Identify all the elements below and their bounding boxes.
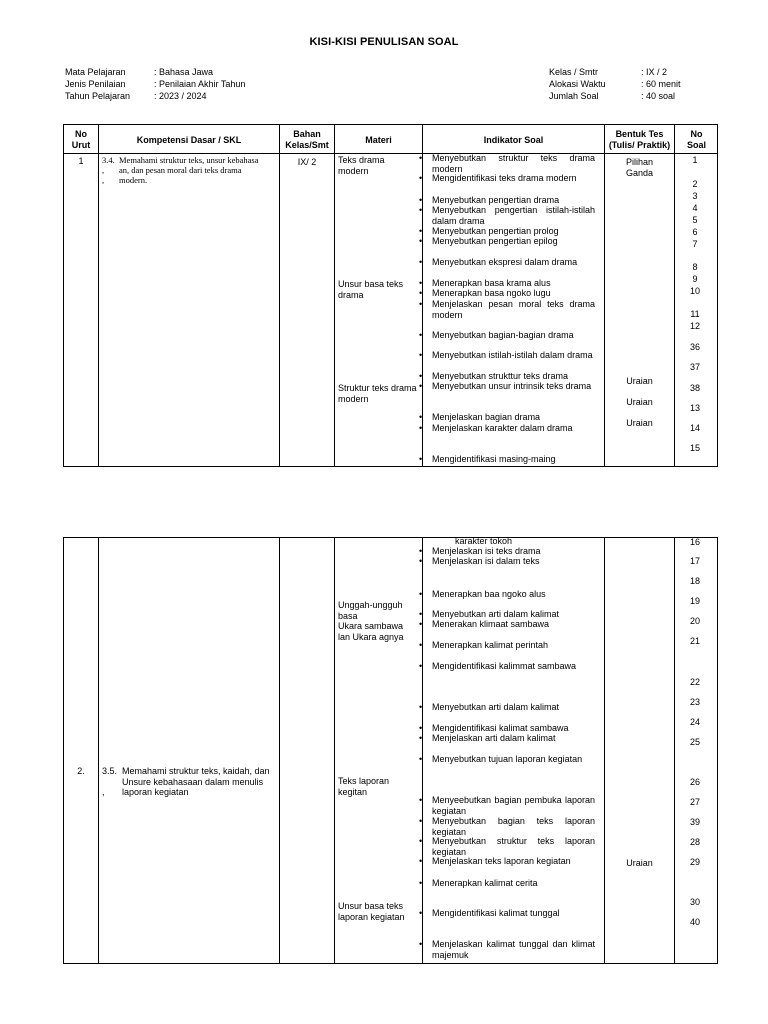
indikator-soal-item: • Menyebutkan ekspresi dalam drama [432, 257, 595, 268]
indikator-soal-item: • Menjelaskan kalimat tunggal dan klimat majemuk [432, 939, 595, 960]
nomor-soal: 6 [692, 227, 698, 237]
row-number: 1 [78, 156, 84, 166]
indikator-continuation: karakter tokoh [455, 536, 513, 546]
column-divider [334, 125, 335, 466]
header-indikator-soal: Indikator Soal [483, 134, 544, 145]
indikator-soal-item: • Mengidentifikasi kalimat tunggal [432, 908, 595, 919]
meta-row-jumlah-soal: Jumlah Soal : 40 soal [549, 91, 676, 101]
nomor-soal: 1 [692, 155, 698, 165]
indikator-soal-item: • Menyeebutkan bagian pembuka laporan kegiatan [432, 795, 595, 816]
nomor-soal: 2 [692, 179, 698, 189]
column-divider [279, 125, 280, 466]
document-title: KISI-KISI PENULISAN SOAL [309, 36, 459, 48]
nomor-soal: 14 [689, 423, 700, 433]
column-divider [604, 538, 605, 963]
meta-left [65, 66, 245, 102]
kompetensi-dasar-text: Memahami struktur teks, kaidah, dan Unsure kebahasaan dalam menulis laporan kegiatan [122, 766, 270, 797]
nomor-soal: 11 [690, 309, 700, 319]
column-divider [422, 538, 423, 963]
nomor-soal: 30 [689, 897, 700, 907]
indikator-soal-item: • Menyebutkan arti dalam kalimat [432, 609, 595, 620]
meta-row-alokasi-waktu: Alokasi Waktu : 60 menit [549, 79, 681, 89]
indikator-soal-item: • Menyebutkan struktur teks drama modern [432, 153, 595, 174]
indikator-soal-item: • Menjelaskan isi teks drama [432, 546, 595, 557]
nomor-soal: 13 [689, 403, 700, 413]
nomor-soal: 24 [689, 717, 700, 727]
kd-number: 3.5. [102, 766, 118, 776]
column-divider [98, 125, 99, 466]
nomor-soal: 5 [692, 215, 698, 225]
nomor-soal: 38 [689, 383, 700, 393]
indikator-soal-item: • Menyebutkan bagian teks laporan kegiatan [432, 816, 595, 837]
materi-teks-laporan: Teks laporan kegitan [338, 776, 390, 797]
nomor-soal: 8 [692, 262, 698, 272]
indikator-soal-item: • Menyebutkan pengertian prolog [432, 226, 595, 237]
indikator-soal-item: • Menjelaskan arti dalam kalimat [432, 733, 595, 744]
indikator-soal-item: • Menerapkan kalimat cerita [432, 878, 595, 889]
indikator-soal-item: • Menjelaskan karakter dalam drama [432, 423, 595, 434]
indikator-soal-item: • Menerapkan basa ngoko lugu [432, 288, 595, 299]
indikator-soal-item: • Menjelaskan isi dalam teks [432, 556, 595, 567]
header-bahan-kelas: Bahan Kelas/Smt [285, 129, 329, 150]
kd-marks: , , [102, 165, 105, 185]
indikator-soal-item: • Menerakan klimaat sambawa [432, 619, 595, 630]
indikator-soal-item: • Mengidentifikasi kalimmat sambawa [432, 661, 595, 672]
indikator-soal-item: • Mengidentifikasi teks drama modern [432, 173, 595, 184]
indikator-soal-item: • Menyebutkan istilah-istilah dalam drama [432, 350, 595, 361]
nomor-soal: 19 [689, 596, 700, 606]
kompetensi-dasar-text: Memahami struktur teks, unsur kebahasa an, dan pesan moral dari teks drama modern. [119, 155, 259, 185]
nomor-soal: 26 [689, 777, 700, 787]
indikator-soal-item: • Menyebutkan pengertian drama [432, 195, 595, 206]
meta-row-kelas: Kelas / Smtr : IX / 2 [549, 67, 668, 77]
bentuk-tes: Uraian [626, 376, 653, 386]
header-no-urut: No Urut [71, 129, 91, 150]
indikator-soal-item: • Menyebutkan arti dalam kalimat [432, 702, 595, 713]
nomor-soal: 40 [689, 917, 700, 927]
indikator-soal-item: • Mengidentifikasi masing-maing [432, 454, 595, 465]
nomor-soal: 28 [689, 837, 700, 847]
indikator-soal-item: • Menjelaskan teks laporan kegiatan [432, 856, 595, 867]
bentuk-tes: Pilihan Ganda [625, 157, 654, 178]
nomor-soal: 12 [689, 321, 700, 331]
indikator-soal-item: • Mengidentifikasi kalimat sambawa [432, 723, 595, 734]
indikator-soal-item: • Menyebutkan pengertian istilah-istilah dalam drama [432, 205, 595, 226]
indikator-soal-item: • Menyebutkan pengertian epilog [432, 236, 595, 247]
materi-unsur-basa: Unsur basa teks drama [338, 279, 404, 300]
kisi-kisi-table-page-1 [63, 124, 718, 467]
kisi-kisi-table-page-2 [63, 537, 718, 964]
kd-number: 3.4. [102, 155, 115, 165]
column-divider [334, 538, 335, 963]
materi-unsur-basa-laporan: Unsur basa teks laporan kegiatan [338, 901, 405, 922]
nomor-soal: 20 [689, 616, 700, 626]
header-kompetensi-dasar: Kompetensi Dasar / SKL [136, 134, 242, 145]
nomor-soal: 39 [689, 817, 700, 827]
nomor-soal: 21 [689, 636, 700, 646]
nomor-soal: 3 [692, 191, 698, 201]
nomor-soal: 16 [689, 537, 700, 547]
column-divider [98, 538, 99, 963]
indikator-soal-item: • Menjelaskan pesan moral teks drama modern [432, 299, 595, 320]
nomor-soal: 9 [692, 274, 698, 284]
indikator-soal-item: • Menyebutkan unsur intrinsik teks drama [432, 381, 595, 392]
kd-marks: , [102, 787, 105, 797]
materi-unggah-ungguh: Unggah-ungguh basa Ukara sambawa lan Ukara agnya [338, 600, 404, 642]
indikator-soal-item: • Menyebutkan strukttur teks drama [432, 371, 595, 382]
meta-row-mata-pelajaran: Mata Pelajaran : Bahasa Jawa [65, 67, 214, 77]
nomor-soal: 29 [689, 857, 700, 867]
column-divider [279, 538, 280, 963]
bentuk-tes: Uraian [626, 397, 653, 407]
indikator-soal-item: • Menyebutkan bagian-bagian drama [432, 330, 595, 341]
bentuk-tes: Uraian [626, 858, 653, 868]
nomor-soal: 18 [689, 576, 700, 586]
indikator-soal-item: • Menerapkan kalimat perintah [432, 640, 595, 651]
indikator-soal-item: • Menerapkan basa krama alus [432, 278, 595, 289]
indikator-soal-item: • Menerapkan baa ngoko alus [432, 589, 595, 600]
nomor-soal: 37 [689, 362, 700, 372]
nomor-soal: 23 [689, 697, 700, 707]
nomor-soal: 7 [692, 239, 698, 249]
header-materi: Materi [365, 134, 392, 145]
header-no-soal: No Soal [686, 129, 706, 150]
row-number: 2. [77, 766, 85, 776]
nomor-soal: 10 [689, 286, 700, 296]
materi-teks-drama: Teks drama modern [338, 155, 385, 176]
nomor-soal: 15 [689, 443, 700, 453]
nomor-soal: 4 [692, 203, 698, 213]
meta-row-tahun-pelajaran: Tahun Pelajaran : 2023 / 2024 [65, 91, 207, 101]
meta-row-jenis-penilaian: Jenis Penilaian : Penilaian Akhir Tahun [65, 79, 246, 89]
bahan-kelas: IX/ 2 [297, 157, 317, 167]
nomor-soal: 27 [689, 797, 700, 807]
nomor-soal: 25 [689, 737, 700, 747]
nomor-soal: 36 [689, 342, 700, 352]
indikator-soal-item: • Menjelaskan bagian drama [432, 412, 595, 423]
meta-right [549, 66, 681, 102]
nomor-soal: 17 [689, 556, 700, 566]
header-bentuk-tes: Bentuk Tes (Tulis/ Praktik) [608, 129, 671, 150]
indikator-soal-item: • Menyebutkan struktur teks laporan kegiatan [432, 836, 595, 857]
indikator-soal-item: • Menyebutkan tujuan laporan kegiatan [432, 754, 595, 765]
nomor-soal: 22 [689, 677, 700, 687]
bentuk-tes: Uraian [626, 418, 653, 428]
materi-struktur-teks: Struktur teks drama modern [338, 383, 417, 404]
